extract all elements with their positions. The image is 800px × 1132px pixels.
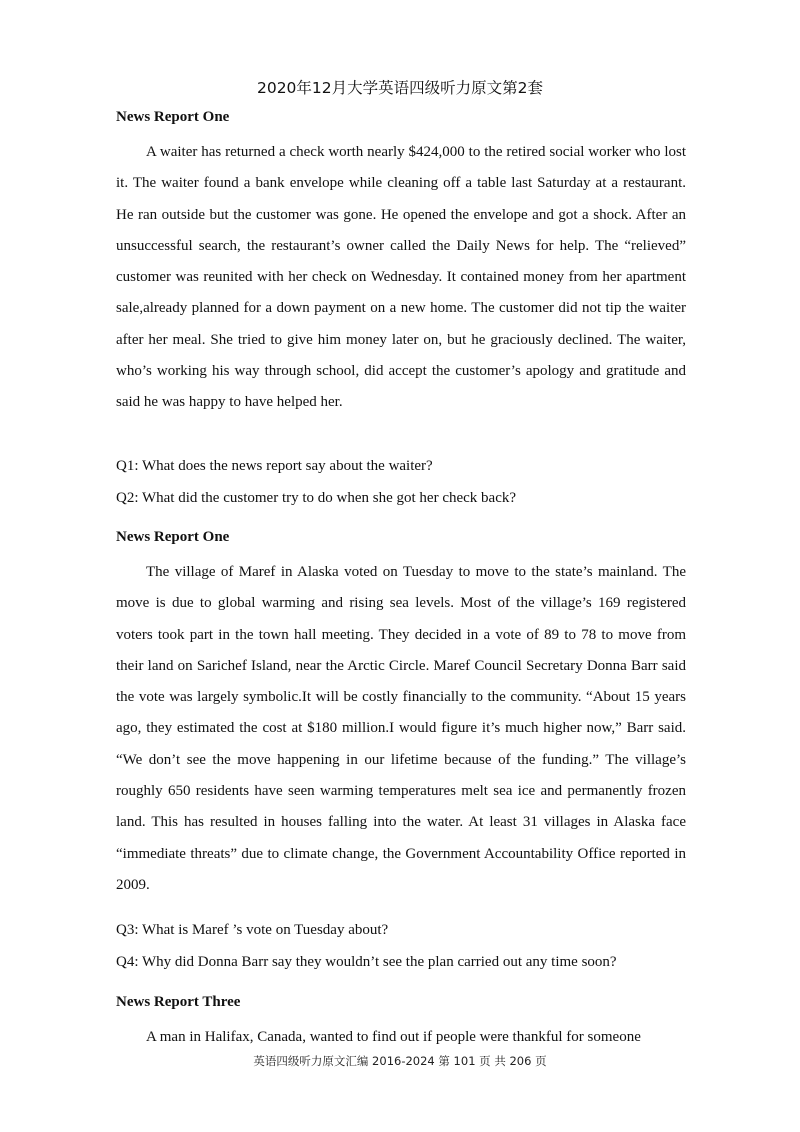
section-heading-3: News Report Three	[116, 994, 241, 1010]
question-3: Q3: What is Maref ’s vote on Tuesday about?	[116, 922, 389, 938]
section-paragraph-3: A man in Halifax, Canada, wanted to find out if people were thankful for someone	[146, 1029, 641, 1045]
question-2: Q2: What did the customer try to do when she got her check back?	[116, 490, 517, 506]
document-title: 2020年12月大学英语四级听力原文第2套	[256, 79, 544, 97]
question-1: Q1: What does the news report say about the waiter?	[116, 458, 433, 474]
section-heading-2: News Report One	[116, 529, 230, 545]
page-footer: 英语四级听力原文汇编 2016-2024 第 101 页 共 206 页	[253, 1054, 547, 1068]
section-paragraph-1: A waiter has returned a check worth nearly $424,000 to the retired social worker who lost it. The waiter found a bank envelope while cleaning off a table last Saturday at a restaurant. He ran outside but the customer was gone. He opened the envelope and got a shock. After an unsuccessful search, the restaurant’s owner called the Daily News for help. The “relieved” customer was reunited with her check on Wednesday. It contained money from her apartment sale,already planned for a down payment on a new home. The customer did not tip the waiter after her meal. She tried to give him money later on, but he graciously declined. The waiter, who’s working his way through school, did accept the customer’s apology and gratitude and said he was happy to have helped her.	[116, 144, 686, 411]
section-paragraph-2: The village of Maref in Alaska voted on Tuesday to move to the state’s mainland. The move is due to global warming and rising sea levels. Most of the village’s 169 registered voters took part in the town hall meeting. They decided in a vote of 89 to 78 to move from their land on Sarichef Island, near the Arctic Circle. Maref Council Secretary Donna Barr said the vote was largely symbolic.It will be costly financially to the community. “About 15 years ago, they estimated the cost at $180 million.I would figure it’s much higher now,” Barr said. “We don’t see the move happening in our lifetime because of the funding.” The village’s roughly 650 residents have seen warming temperatures melt sea ice and permanently frozen land. This has resulted in houses falling into the water. At least 31 villages in Alaska face “immediate threats” due to climate change, the Government Accountability Office reported in 2009.	[116, 564, 686, 893]
section-heading-1: News Report One	[116, 109, 230, 125]
question-4: Q4: Why did Donna Barr say they wouldn’t see the plan carried out any time soon?	[116, 954, 617, 970]
